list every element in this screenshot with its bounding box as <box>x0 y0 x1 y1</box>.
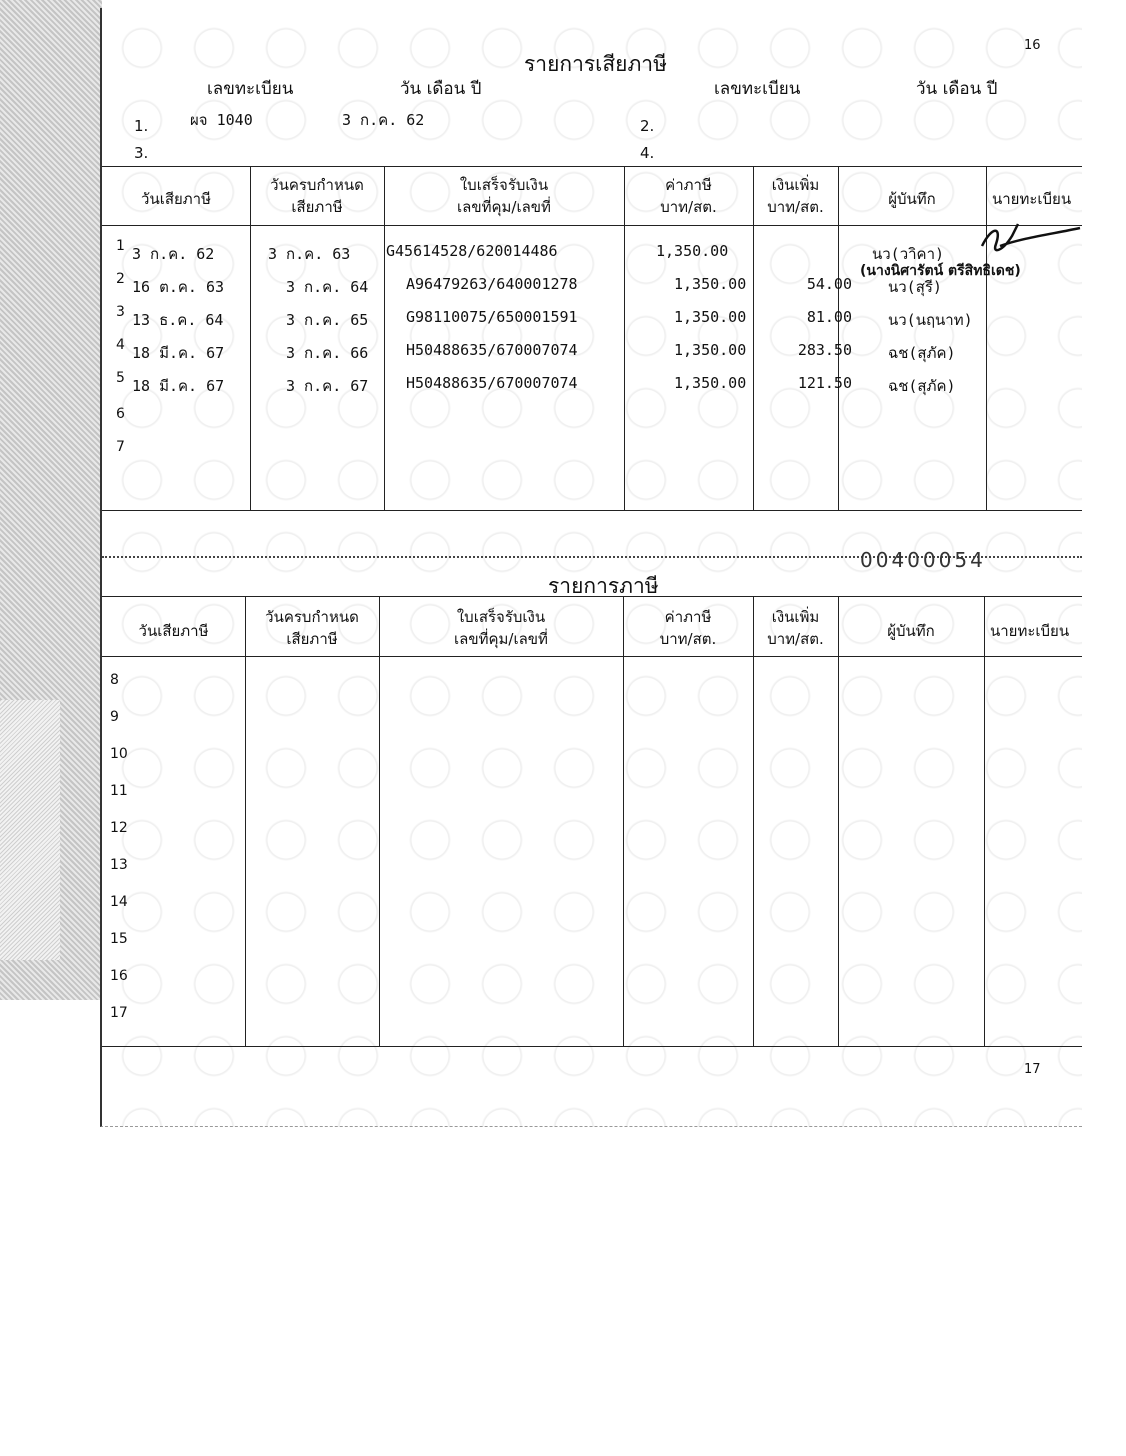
t1-row-tax: 1,350.00 <box>656 242 729 260</box>
t1-row-number: 4 <box>116 337 125 353</box>
t1-row-recorder: นว(วาิคา) <box>872 245 945 263</box>
t2-col-extra-l1: เงินเพิ่ม <box>771 608 820 626</box>
t2-row-number: 17 <box>110 1005 128 1021</box>
t1-row-recorder: ฉช(สุภัค) <box>888 377 956 395</box>
entry-1-date: 3 ก.ค. 62 <box>342 111 425 129</box>
t2-col-receipt <box>379 606 623 650</box>
date-header-left: วัน เดือน ปี <box>400 79 482 99</box>
table1-col-divider <box>838 166 839 510</box>
t1-row-due: 3 ก.ค. 63 <box>268 245 351 263</box>
t1-row-receipt: G45614528/620014486 <box>386 242 558 260</box>
document-sheet <box>100 8 1082 1127</box>
table2-top-border <box>102 596 1082 597</box>
table2-bottom-border <box>102 1046 1082 1047</box>
entry-2-number: 2. <box>640 117 655 135</box>
t1-row-extra: 54.00 <box>806 275 852 293</box>
table2-col-divider <box>623 596 624 1046</box>
table2-col-divider <box>245 596 246 1046</box>
table2-col-divider <box>984 596 985 1046</box>
t2-col-registrar: นายทะเบียน <box>990 622 1070 640</box>
t2-row-number: 9 <box>110 709 119 725</box>
t1-row-due: 3 ก.ค. 64 <box>286 278 369 296</box>
page-number-bottom: 17 <box>1024 1062 1041 1077</box>
t2-col-extra-l2: บาท/สต. <box>767 630 824 648</box>
t1-col-tax-l2: บาท/สต. <box>660 198 717 216</box>
t1-row-number: 5 <box>116 370 125 386</box>
t1-row-recorder: ฉช(สุภัค) <box>888 344 956 362</box>
t1-row-paid: 16 ต.ค. 63 <box>132 278 225 296</box>
page-number-top: 16 <box>1024 38 1041 53</box>
t1-col-tax-l1: ค่าภาษี <box>665 176 712 194</box>
t1-row-recorder: นว(นฤนาท) <box>888 311 973 329</box>
registrar-signature <box>972 216 1082 264</box>
t1-col-due-date-l2: เสียภาษี <box>291 198 343 216</box>
t1-row-tax: 1,350.00 <box>674 275 747 293</box>
t2-col-tax-l2: บาท/สต. <box>659 630 717 648</box>
entry-3-number: 3. <box>134 144 149 162</box>
t1-col-receipt-l2: เลขที่คุม/เลขที่ <box>457 198 551 216</box>
t2-col-extra <box>753 606 838 650</box>
t1-col-tax <box>624 174 753 218</box>
t2-col-tax <box>623 606 753 650</box>
table1-bottom-border <box>102 510 1082 511</box>
entry-1-number: 1. <box>134 117 149 135</box>
t1-col-recorder: ผู้บันทึก <box>888 190 936 208</box>
t1-row-paid: 3 ก.ค. 62 <box>132 245 215 263</box>
t2-col-receipt-l2: เลขที่คุม/เลขที่ <box>454 630 548 648</box>
table2-col-divider <box>379 596 380 1046</box>
t1-row-number: 3 <box>116 304 125 320</box>
t1-row-extra: 283.50 <box>797 341 852 359</box>
t1-col-registrar: นายทะเบียน <box>992 190 1072 208</box>
section2-title: รายการภาษี <box>548 574 659 598</box>
t1-row-receipt: A96479263/640001278 <box>406 275 578 293</box>
t2-row-number: 16 <box>110 968 128 984</box>
t1-row-number: 6 <box>116 406 125 422</box>
t2-col-due-date-l2: เสียภาษี <box>286 630 338 648</box>
entry-4-number: 4. <box>640 144 655 162</box>
t1-row-due: 3 ก.ค. 66 <box>286 344 369 362</box>
t1-col-extra-l1: เงินเพิ่ม <box>771 176 820 194</box>
t1-col-receipt-l1: ใบเสร็จรับเงิน <box>459 176 549 194</box>
t2-row-number: 15 <box>110 931 128 947</box>
t2-row-number: 11 <box>110 783 128 799</box>
partial-serial: 00400054 <box>860 548 986 572</box>
t1-row-paid: 13 ธ.ค. 64 <box>132 311 224 329</box>
section1-title: รายการเสียภาษี <box>524 52 667 76</box>
t2-row-number: 10 <box>110 746 128 762</box>
table1-header-border <box>102 225 1082 226</box>
t1-row-receipt: G98110075/650001591 <box>406 308 578 326</box>
t1-row-receipt: H50488635/670007074 <box>406 374 578 392</box>
t2-col-due-date <box>245 606 379 650</box>
t1-row-due: 3 ก.ค. 65 <box>286 311 369 329</box>
t1-row-paid: 18 มี.ค. 67 <box>132 344 225 362</box>
registrar-stamp: (นางนิศารัตน์ ตรีสิทธิเดช) <box>860 263 1021 279</box>
t1-col-due-date-l1: วันครบกำหนด <box>270 176 364 194</box>
date-header-right: วัน เดือน ปี <box>916 79 998 99</box>
t1-col-extra-l2: บาท/สต. <box>767 198 824 216</box>
reg-header-left: เลขทะเบียน <box>207 79 294 99</box>
t1-row-tax: 1,350.00 <box>674 374 747 392</box>
t1-col-paid-date: วันเสียภาษี <box>141 190 211 208</box>
t1-col-extra <box>753 174 838 218</box>
table2-header-border <box>102 656 1082 657</box>
t1-row-extra: 121.50 <box>797 374 852 392</box>
t1-col-due-date <box>250 174 384 218</box>
t2-col-paid-date: วันเสียภาษี <box>138 622 209 640</box>
t1-row-receipt: H50488635/670007074 <box>406 341 578 359</box>
t2-row-number: 14 <box>110 894 128 910</box>
t1-row-due: 3 ก.ค. 67 <box>286 377 369 395</box>
t1-col-receipt <box>384 174 624 218</box>
t2-col-recorder: ผู้บันทึก <box>887 622 935 640</box>
reg-header-right: เลขทะเบียน <box>714 79 801 99</box>
t2-row-number: 12 <box>110 820 128 836</box>
t2-row-number: 8 <box>110 672 119 688</box>
t1-row-number: 1 <box>116 238 125 254</box>
t1-row-number: 7 <box>116 439 125 455</box>
table2-col-divider <box>838 596 839 1046</box>
table2-col-divider <box>753 596 754 1046</box>
t1-row-tax: 1,350.00 <box>674 341 747 359</box>
t2-col-receipt-l1: ใบเสร็จรับเงิน <box>456 608 546 626</box>
t2-col-tax-l1: ค่าภาษี <box>664 608 712 626</box>
table1-top-border <box>102 166 1082 167</box>
t1-row-number: 2 <box>116 271 125 287</box>
t1-row-tax: 1,350.00 <box>674 308 747 326</box>
t1-row-recorder: นว(สุรี) <box>888 278 942 296</box>
t1-row-paid: 18 มี.ค. 67 <box>132 377 225 395</box>
t2-col-due-date-l1: วันครบกำหนด <box>265 608 359 626</box>
t1-row-extra: 81.00 <box>806 308 852 326</box>
t2-row-number: 13 <box>110 857 128 873</box>
scan-edge-noise <box>0 700 60 960</box>
entry-1-reg: ผจ 1040 <box>190 111 253 129</box>
